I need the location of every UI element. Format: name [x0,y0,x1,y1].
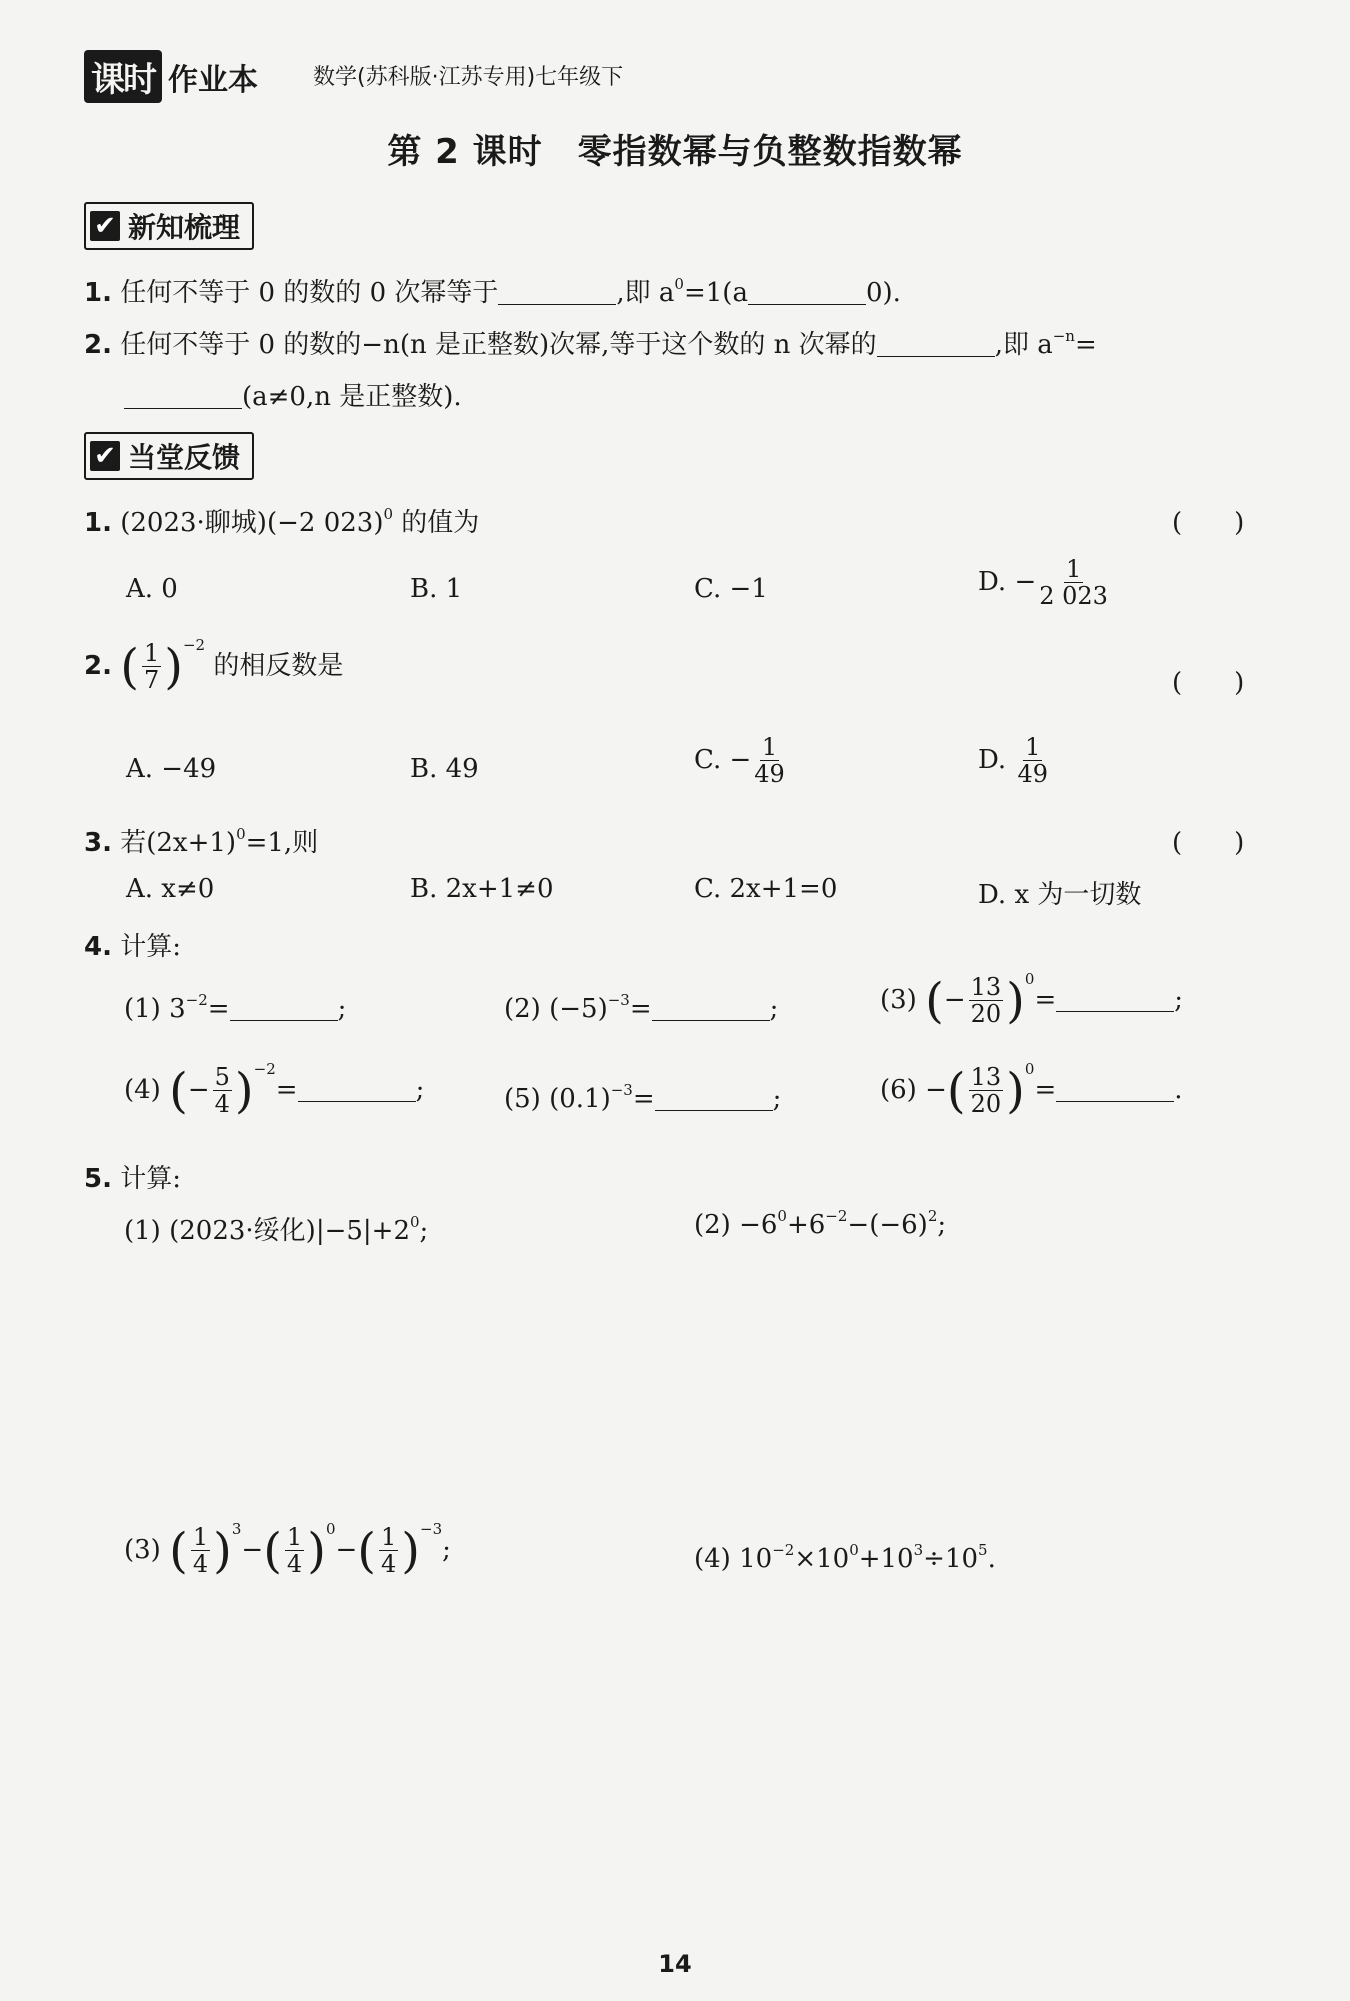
part-text: (3) [124,1534,170,1565]
q4-part-4 [124,1059,425,1119]
answer-blank[interactable] [748,280,866,305]
fraction [1017,734,1048,788]
numerator: 1 [381,1523,397,1551]
part-text: (2) −6 [694,1210,778,1240]
question-text: 若(2x+1) [120,828,237,858]
superscript: 0 [674,275,684,293]
answer-blank[interactable] [230,996,338,1021]
superscript: 0 [1024,1059,1035,1078]
part-text: (1) 3 [124,994,186,1024]
answer-blank[interactable] [124,384,242,409]
operator: − [335,1534,358,1565]
denominator: 20 [970,1000,1002,1029]
answer-blank[interactable] [1056,1077,1174,1102]
checkbox-icon: ✔ [90,211,120,241]
part-text: ; [419,1216,429,1246]
option-a[interactable]: A. 0 [126,574,178,604]
answer-bracket[interactable]: ( ) [1172,828,1245,858]
right-paren: ) [1006,1062,1025,1119]
answer-blank[interactable] [1056,987,1174,1012]
question-2 [84,635,344,695]
part-text: (2) (−5) [504,994,608,1024]
option-text: C. − [694,744,752,775]
part-text: ÷10 [923,1544,979,1574]
fraction [379,1524,398,1578]
part-text: ; [769,994,779,1024]
superscript: 5 [978,1541,988,1559]
right-paren: ) [213,1522,232,1579]
item-text: (a≠0,n 是正整数). [242,382,462,412]
question-3 [84,822,318,859]
q4-part-2 [504,991,779,1024]
item-text: =1(a [683,278,748,308]
numerator: 1 [143,639,160,667]
superscript: 0 [236,825,246,843]
superscript: 2 [927,1207,938,1225]
part-text: ; [1174,984,1184,1015]
part-text: ; [772,1084,782,1114]
option-a[interactable]: A. x≠0 [126,874,215,904]
part-text: = [629,994,652,1024]
superscript: −2 [182,635,206,654]
part-text: +6 [786,1210,826,1240]
option-b[interactable]: B. 1 [410,574,463,604]
left-paren: ( [925,972,944,1029]
part-text: ; [337,994,347,1024]
answer-blank[interactable] [652,996,770,1021]
part-text: (5) (0.1) [504,1084,611,1114]
denominator: 4 [286,1550,303,1579]
question-text: 计算: [120,932,181,962]
q4-part-5 [504,1081,782,1114]
left-paren: ( [946,1062,966,1119]
fraction [285,1524,304,1578]
superscript: −2 [825,1207,848,1225]
option-d[interactable] [978,556,1111,610]
question-1 [84,502,479,539]
numerator: 1 [192,1523,209,1551]
part-text: (6) − [880,1074,947,1105]
superscript: 0 [383,505,394,523]
option-c[interactable]: C. 2x+1=0 [694,874,838,904]
sign: − [943,984,966,1015]
q4-part-3 [880,969,1184,1029]
superscript: 0 [410,1213,420,1231]
knowledge-item-2 [84,324,1097,361]
right-paren: ) [401,1522,421,1579]
question-text: =1,则 [245,828,319,858]
item-text: = [1074,330,1097,360]
page-number: 14 [658,1950,692,1978]
superscript: 3 [231,1519,242,1538]
answer-blank[interactable] [498,280,616,305]
q5-part-1 [124,1210,428,1247]
question-number: 2. [84,650,112,681]
option-a[interactable]: A. −49 [126,754,217,784]
page-title: 第 2 课时 零指数幂与负整数指数幂 [387,132,963,172]
section-header-dangtang [84,432,254,480]
part-text: = [1034,984,1057,1015]
q5-part-2 [694,1207,947,1240]
q5-part-3 [124,1519,451,1579]
superscript: −2 [185,991,208,1009]
numerator: 13 [970,973,1002,1001]
numerator: 1 [1065,555,1082,583]
part-text: = [275,1074,298,1105]
part-text: ; [442,1534,451,1565]
superscript: −3 [420,1519,443,1538]
fraction [754,734,785,788]
superscript: 0 [325,1519,336,1538]
denominator: 2 023 [1039,582,1108,611]
part-text: +10 [858,1544,914,1574]
question-number: 4. [84,932,112,962]
denominator: 4 [192,1550,209,1579]
left-paren: ( [357,1522,377,1579]
denominator: 4 [381,1550,397,1579]
item-text: 任何不等于 0 的数的−n(n 是正整数)次幂,等于这个数的 n 次幂的 [120,330,877,360]
q4-part-1 [124,991,347,1024]
part-text: (1) (2023·绥化)|−5|+2 [124,1216,410,1246]
section-header-xinzhi [84,202,254,250]
part-text: = [632,1084,655,1114]
header-logo [84,50,258,103]
right-paren: ) [234,1062,254,1119]
item-number: 1. [84,278,112,308]
section-label: 新知梳理 [128,211,241,244]
option-text: D. [978,744,1015,775]
left-paren: ( [169,1062,188,1119]
part-text: . [1174,1074,1183,1105]
superscript: 0 [849,1541,859,1559]
superscript: −3 [610,1081,633,1099]
part-text: ; [937,1210,947,1240]
answer-bracket[interactable]: ( ) [1172,668,1245,698]
part-text: (4) [124,1074,170,1105]
superscript: −2 [253,1059,276,1078]
q4-part-6 [880,1059,1183,1119]
part-text: = [207,994,230,1024]
superscript: 3 [913,1541,924,1559]
option-text: D. − [978,566,1037,597]
question-text: (2023·聊城)(−2 023) [120,508,384,538]
item-text: ,即 a [616,278,675,308]
logo-box: 课时 [84,50,162,103]
denominator: 49 [754,760,785,789]
denominator: 7 [143,666,160,695]
right-paren: ) [164,638,183,695]
denominator: 4 [214,1090,230,1119]
question-text: 的相反数是 [205,650,344,681]
part-text: ; [415,1074,425,1105]
superscript: 0 [1024,969,1035,988]
option-c[interactable] [694,734,788,788]
knowledge-item-1 [84,272,901,309]
fraction [142,640,161,694]
section-label: 当堂反馈 [128,441,241,474]
answer-blank[interactable] [655,1086,773,1111]
option-b[interactable]: B. 49 [410,754,479,784]
item-text: 0). [865,278,901,308]
answer-blank[interactable] [877,332,995,357]
superscript: −3 [607,991,630,1009]
question-text: 计算: [120,1164,181,1194]
denominator: 20 [970,1090,1002,1119]
part-text: (4) 10 [694,1544,773,1574]
operator: − [241,1534,264,1565]
right-paren: ) [1006,972,1025,1029]
question-number: 1. [84,508,112,538]
superscript: −2 [772,1541,795,1559]
numerator: 13 [970,1063,1002,1091]
superscript: 0 [777,1207,787,1225]
part-text: −(−6) [847,1210,928,1240]
answer-blank[interactable] [298,1077,416,1102]
item-text: ,即 a [994,330,1053,360]
numerator: 5 [214,1063,230,1091]
part-text: . [987,1544,996,1574]
option-d[interactable]: D. x 为一切数 [978,880,1142,910]
q5-part-4 [694,1541,996,1574]
numerator: 1 [761,733,778,761]
denominator: 49 [1017,760,1048,789]
item-number: 2. [84,330,112,360]
question-text: 的值为 [393,508,480,538]
option-b[interactable]: B. 2x+1≠0 [410,874,554,904]
left-paren: ( [263,1522,282,1579]
fraction [969,974,1004,1028]
superscript: −n [1052,327,1075,345]
numerator: 1 [286,1523,303,1551]
question-number: 3. [84,828,112,858]
sign: − [187,1074,210,1105]
question-4 [84,926,181,963]
fraction [1039,556,1108,610]
left-paren: ( [169,1522,188,1579]
part-text: = [1034,1074,1057,1105]
part-text: (3) [880,984,926,1015]
fraction [969,1064,1004,1118]
numerator: 1 [1025,733,1041,761]
item-text: 任何不等于 0 的数的 0 次幂等于 [120,278,499,308]
fraction [191,1524,210,1578]
fraction [213,1064,232,1118]
right-paren: ) [307,1522,326,1579]
checkbox-icon: ✔ [90,441,120,471]
part-text: ×10 [794,1544,850,1574]
answer-bracket[interactable]: ( ) [1172,508,1245,538]
question-5 [84,1158,181,1195]
question-number: 5. [84,1164,112,1194]
left-paren: ( [120,638,139,695]
option-c[interactable]: C. −1 [694,574,768,604]
option-d[interactable] [978,734,1051,788]
knowledge-item-2-line2 [124,376,462,413]
logo-text: 作业本 [168,62,258,98]
header-subject: 数学(苏科版·江苏专用)七年级下 [313,65,624,90]
